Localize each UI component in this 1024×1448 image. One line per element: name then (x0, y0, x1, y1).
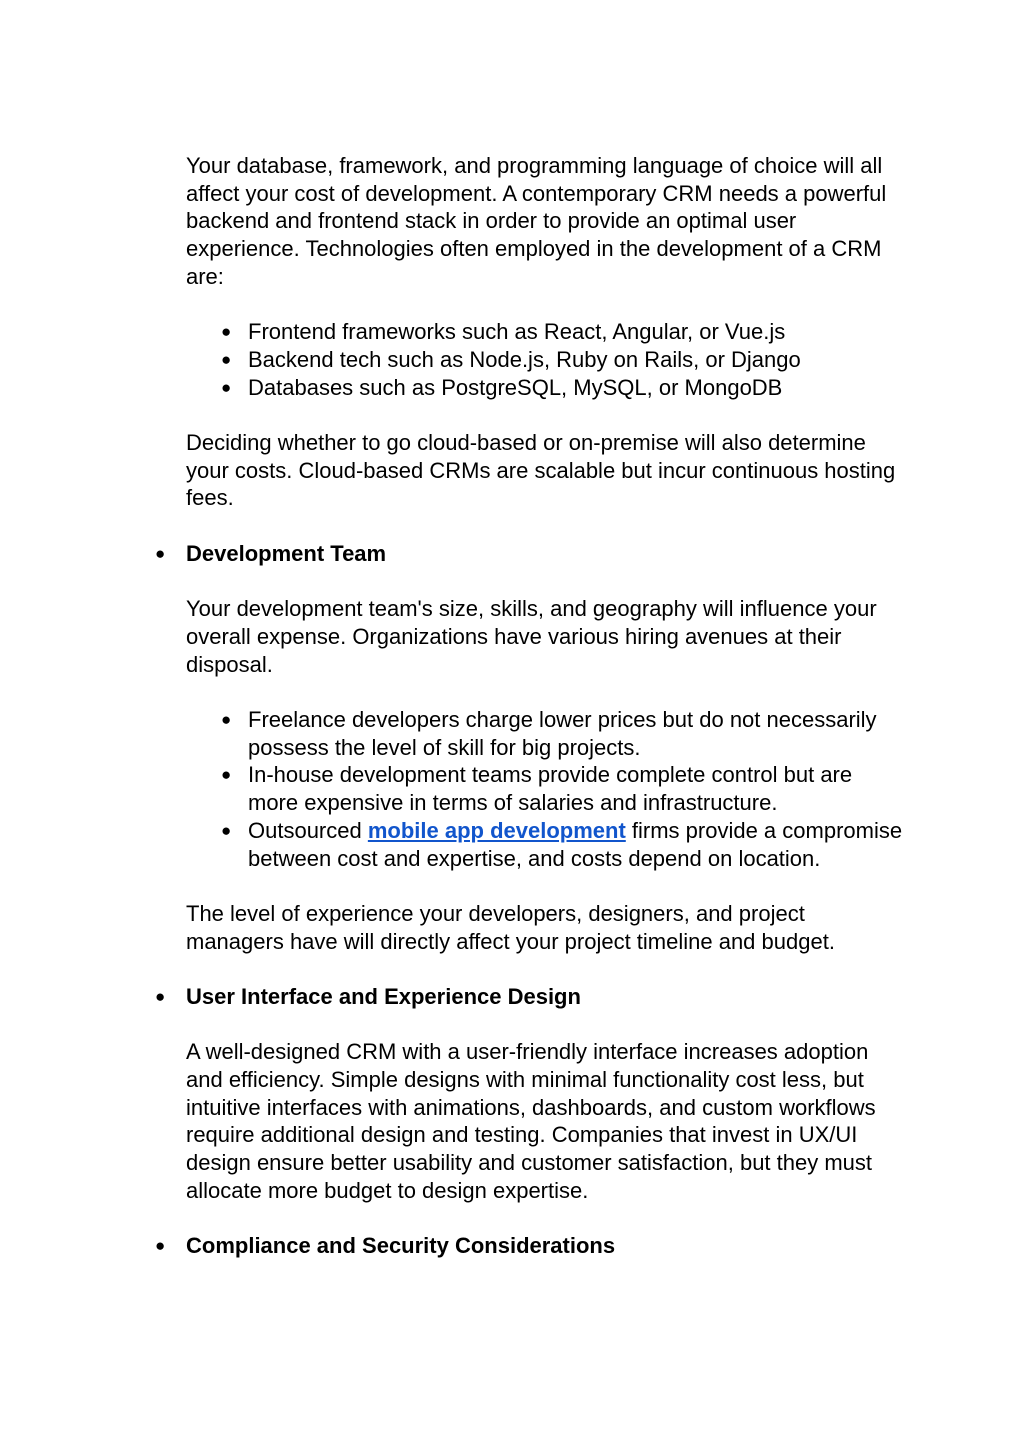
outsourced-text-before: Outsourced (248, 817, 368, 843)
document-content (155, 152, 906, 1288)
bullet-icon: ● (155, 1236, 166, 1256)
list-item-outsourced (248, 817, 906, 872)
list-item: ● Backend tech such as Node.js, Ruby on Rails, or Django (248, 346, 906, 374)
heading-text: Compliance and Security Considerations (186, 1233, 616, 1259)
section-heading-compliance (155, 1232, 906, 1260)
list-item: ● Frontend frameworks such as React, Angular, or Vue.js (248, 318, 906, 346)
intro-paragraph: Your database, framework, and programming language of choice will all affect your cost of development. A contemporary CRM needs a powerful backend and frontend stack in order to provide an optimal user experience. Technologies often employed in the development of a CRM are: (186, 153, 887, 289)
mobile-app-development-link[interactable]: mobile app development (367, 817, 626, 843)
list-item: ● In-house development teams provide complete control but are more expensive in terms of salaries and infrastructure. (248, 761, 906, 816)
heading-text: User Interface and Experience Design (186, 983, 581, 1009)
bullet-icon: ● (155, 543, 166, 563)
development-team-paragraph: Your development team's size, skills, and geography will influence your overall expense. Organizations have various hiring avenues at their disposal. (186, 596, 877, 677)
list-item: ● Databases such as PostgreSQL, MySQL, or MongoDB (248, 374, 906, 402)
development-team-closing: The level of experience your developers, designers, and project managers have will directly affect your project timeline and budget. (186, 900, 835, 954)
bullet-icon: ● (155, 986, 166, 1006)
cloud-paragraph: Deciding whether to go cloud-based or on-premise will also determine your costs. Cloud-based CRMs are scalable but incur continuous hosting fees. (186, 430, 896, 511)
outsourced-text-after: firms provide a compromise between cost and expertise, and costs depend on location. (248, 817, 903, 871)
list-item: ● Freelance developers charge lower prices but do not necessarily possess the level of skill for big projects. (248, 706, 906, 761)
ux-design-paragraph: A well-designed CRM with a user-friendly interface increases adoption and efficiency. Simple designs with minimal functionality cost less, but intuitive interfaces with animations, dashboards, and custom workflows require additional design and testing. Companies that invest in UX/UI design ensure better usability and customer satisfaction, but they must allocate more budget to design expertise. (186, 1039, 876, 1203)
tech-list (186, 318, 906, 401)
heading-text: Development Team (186, 540, 387, 566)
section-heading-development-team (155, 540, 906, 568)
section-heading-ux-design (155, 983, 906, 1011)
team-options-list (186, 706, 906, 872)
